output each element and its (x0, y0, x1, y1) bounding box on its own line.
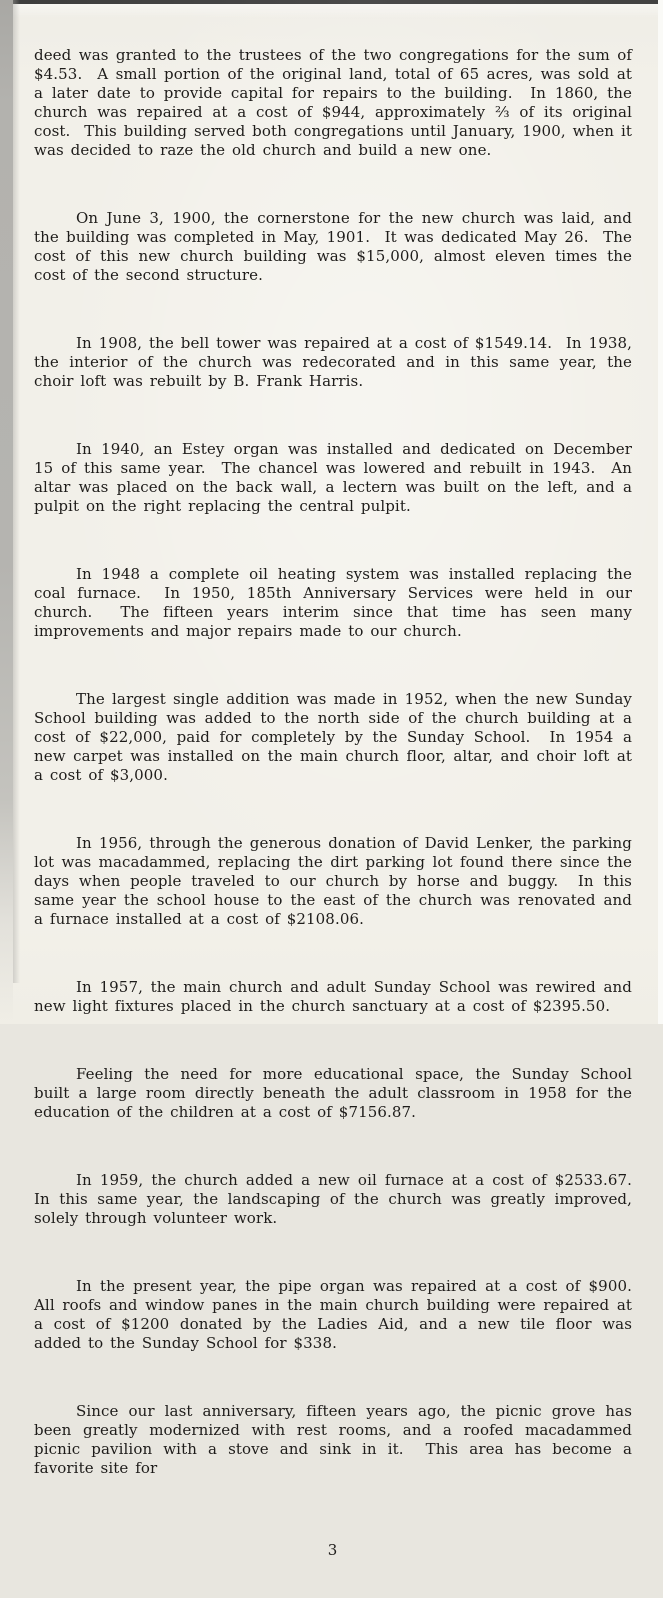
page-text-block (34, 8, 646, 1598)
paragraph: In 1959, the church added a new oil furnace at a cost of $2533.67. In this same year, the landscaping of the church was greatly improved, solely through volunteer work. (34, 1171, 646, 1227)
page-number: 3 (327, 1541, 339, 1559)
paragraph: In 1940, an Estey organ was installed and dedicated on December 15 of this same year. The chancel was lowered and rebuilt in 1943. An altar was placed on the back wall, a lectern was built on the left, and a pulpit on the right replacing the central pulpit. (34, 440, 639, 515)
paragraph: deed was granted to the trustees of the two congregations for the sum of $4.53. A small portion of the original land, total of 65 acres, was sold at a later date to provide capital for repairs to the building. In 1860, the church was repaired at a cost of $944, approximately ⅔ of its original cost. This building served both congregations until January, 1900, when it was decided to raze the old church and build a new one. (34, 46, 639, 159)
paragraph: The largest single addition was made in 1952, when the new Sunday School building was added to the north side of the church building at a cost of $22,000, paid for completely by the Sunday School. In 1954 a new carpet was installed on the main church floor, altar, and choir loft at a cost of $3,000. (34, 690, 639, 784)
paragraph: In 1957, the main church and adult Sunday School was rewired and new light fixtures placed in the church sanctuary at a cost of $2395.50. (34, 978, 639, 1015)
paragraph: In 1908, the bell tower was repaired at a cost of $1549.14. In 1938, the interior of the church was redecorated and in this same year, the choir loft was rebuilt by B. Frank Harris. (34, 334, 639, 390)
scan-edge-left-feather (13, 0, 20, 983)
paragraph: In 1956, through the generous donation of David Lenker, the parking lot was macadammed, replacing the dirt parking lot found there since the days when people traveled to our church by horse and buggy. In this same year the school house to the east of the church was renovated and a furnace installed at a cost of $2108.06. (34, 834, 639, 928)
paragraph: Feeling the need for more educational space, the Sunday School built a large room directly beneath the adult classroom in 1958 for the education of the children at a cost of $7156.87. (34, 1065, 639, 1121)
paragraph: In the present year, the pipe organ was repaired at a cost of $900. All roofs and window panes in the main church building were repaired at a cost of $1200 donated by the Ladies Aid, and a new tile floor was added to the Sunday School for $338. (34, 1277, 639, 1352)
paragraph: In 1948 a complete oil heating system was installed replacing the coal furnace. In 1950, 185th Anniversary Services were held in our church. The fifteen years interim since that time has seen many improvements and major repairs made to our church. (34, 565, 639, 640)
paragraph: Since our last anniversary, fifteen years ago, the picnic grove has been greatly modernized with rest rooms, and a roofed macadammed picnic pavilion with a stove and sink in it. This area has become a favorite site for (34, 1402, 639, 1477)
paragraph: On June 3, 1900, the cornerstone for the new church was laid, and the building was completed in May, 1901. It was dedicated May 26. The cost of this new church building was $15,000, almost eleven times the cost of the second structure. (34, 209, 639, 284)
scan-edge-left (0, 0, 13, 1024)
scan-edge-right (658, 0, 663, 1024)
